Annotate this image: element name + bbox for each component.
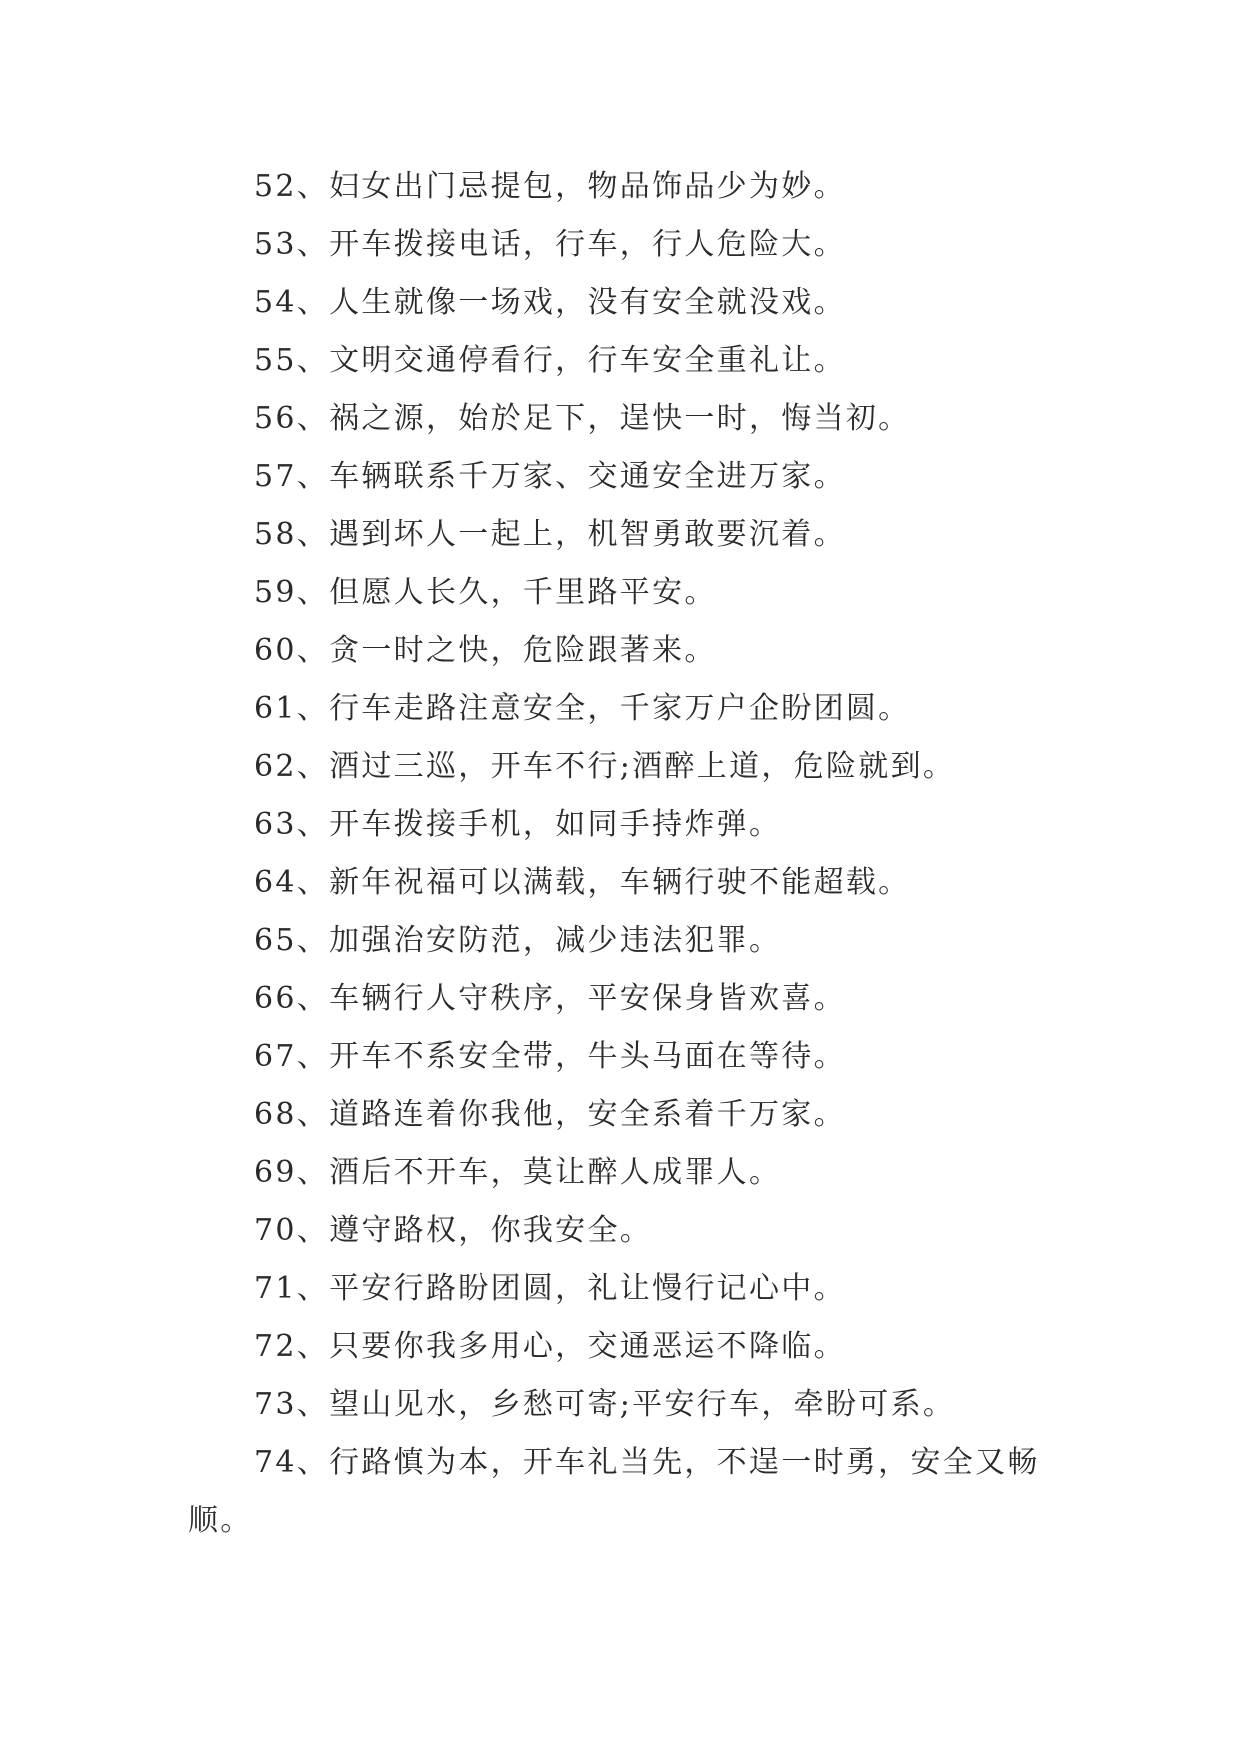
slogan-53: 53、开车拨接电话，行车，行人危险大。: [254, 227, 846, 262]
slogan-68: 68、道路连着你我他，安全系着千万家。: [254, 1097, 846, 1132]
slogan-63: 63、开车拨接手机，如同手持炸弹。: [254, 807, 782, 842]
slogan-61: 61、行车走路注意安全，千家万户企盼团圆。: [254, 691, 911, 726]
slogan-70: 70、遵守路权，你我安全。: [254, 1213, 653, 1248]
slogan-56: 56、祸之源，始於足下，逞快一时，悔当初。: [254, 401, 911, 436]
slogan-list: [188, 158, 1053, 1550]
slogan-55: 55、文明交通停看行，行车安全重礼让。: [254, 343, 846, 378]
slogan-69: 69、酒后不开车，莫让醉人成罪人。: [254, 1155, 782, 1190]
slogan-62: 62、酒过三巡，开车不行;酒醉上道，危险就到。: [254, 749, 956, 784]
slogan-58: 58、遇到坏人一起上，机智勇敢要沉着。: [254, 517, 846, 552]
slogan-71: 71、平安行路盼团圆，礼让慢行记心中。: [254, 1271, 846, 1306]
slogan-60: 60、贪一时之快，危险跟著来。: [254, 633, 717, 668]
slogan-59: 59、但愿人长久，千里路平安。: [254, 575, 717, 610]
slogan-52: 52、妇女出门忌提包，物品饰品少为妙。: [254, 169, 846, 204]
slogan-57: 57、车辆联系千万家、交通安全进万家。: [254, 459, 846, 494]
slogan-54: 54、人生就像一场戏，没有安全就没戏。: [254, 285, 846, 320]
slogan-74: 74、行路慎为本，开车礼当先，不逞一时勇，安全又畅顺。: [188, 1445, 1040, 1538]
slogan-73: 73、望山见水，乡愁可寄;平安行车，牵盼可系。: [254, 1387, 956, 1422]
slogan-67: 67、开车不系安全带，牛头马面在等待。: [254, 1039, 846, 1074]
slogan-64: 64、新年祝福可以满载，车辆行驶不能超载。: [254, 865, 911, 900]
slogan-65: 65、加强治安防范，减少违法犯罪。: [254, 923, 782, 958]
slogan-66: 66、车辆行人守秩序，平安保身皆欢喜。: [254, 981, 846, 1016]
slogan-72: 72、只要你我多用心，交通恶运不降临。: [254, 1329, 846, 1364]
